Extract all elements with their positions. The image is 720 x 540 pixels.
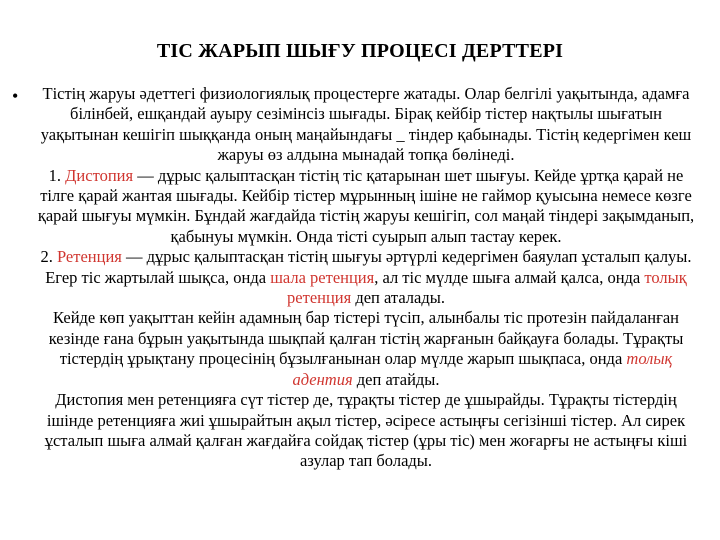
item-number: 1.: [48, 165, 66, 185]
slide-body: [32, 84, 700, 472]
dystopia-text: — дұрыс қалыптасқан тістің тіс қатарынан шет шығуы. Кейде ұртқа қарай не тілге қарай жантая шығады. Кейбір тістер мұрынның ішіне не гаймор қуысына немесе көзге қарай шығуы мүмкін. Бұндай жағдайда тістің жаруы кешігіп, сол маңай тіндері зақымданып, қабынуы мүмкін. Онда тісті суырып алып тастау керек.: [37, 165, 695, 246]
adentia-paragraph: [32, 308, 700, 390]
term-dystopia: Дистопия: [65, 165, 134, 185]
term-full-retention: толық ретенция: [287, 267, 687, 308]
item-number: 2.: [40, 247, 57, 267]
retention-text: деп аталады.: [351, 288, 445, 308]
retention-paragraph: [32, 247, 700, 308]
retention-text: , ал тіс мүлде шыға алмай қалса, онда: [374, 267, 645, 287]
bullet-marker: •: [12, 86, 19, 106]
term-partial-retention: шала ретенция: [270, 267, 375, 287]
adentia-text: Кейде көп уақыттан кейін адамның бар тістері түсіп, алынбалы тіс протезін пайдаланған кезінде ғана бұрын уақытында шықпай қалған тістің жарғанын байқауға болады. Тұрақты тістердің ұрықтану процесінің бұзылғанынан олар мүлде жарып шықпаса, онда: [48, 308, 684, 369]
dystopia-paragraph: [32, 166, 700, 248]
summary-paragraph: Дистопия мен ретенцияға сүт тістер де, тұрақты тістер де ұшырайды. Тұрақты тістердің ішінде ретенцияға жиі ұшырайтын ақыл тістер, әсіресе астыңғы сегізінші тістер. Ал сирек ұсталып шыға алмай қалған жағдайға сойдақ тістер (ұры тіс) мен жоғарғы не астыңғы кіші азулар тап болады.: [44, 390, 688, 471]
term-retention: Ретенция: [56, 247, 122, 267]
intro-paragraph: Тістің жаруы әдеттегі физиологиялық процестерге жатады. Олар белгілі уақытында, адамға білінбей, ешқандай ауыру сезімінсіз шығады. Бірақ кейбір тістер нақтылы шығатын уақытынан кешігіп шыққанда оның маңайындағы _ тіндер қабынады. Тістің кедергімен кеш жаруы өз алдына мынадай топқа бөлінеді.: [40, 84, 692, 165]
term-full-adentia: толық адентия: [292, 349, 673, 389]
adentia-text: деп атайды.: [352, 369, 440, 389]
slide-title: ТІС ЖАРЫП ШЫҒУ ПРОЦЕСІ ДЕРТТЕРІ: [156, 40, 564, 62]
retention-text: — дұрыс қалыптасқан тістің шығуы әртүрлі кедергімен баяулап ұсталып қалуы. Егер тіс жартылай шықса, онда: [45, 247, 692, 287]
